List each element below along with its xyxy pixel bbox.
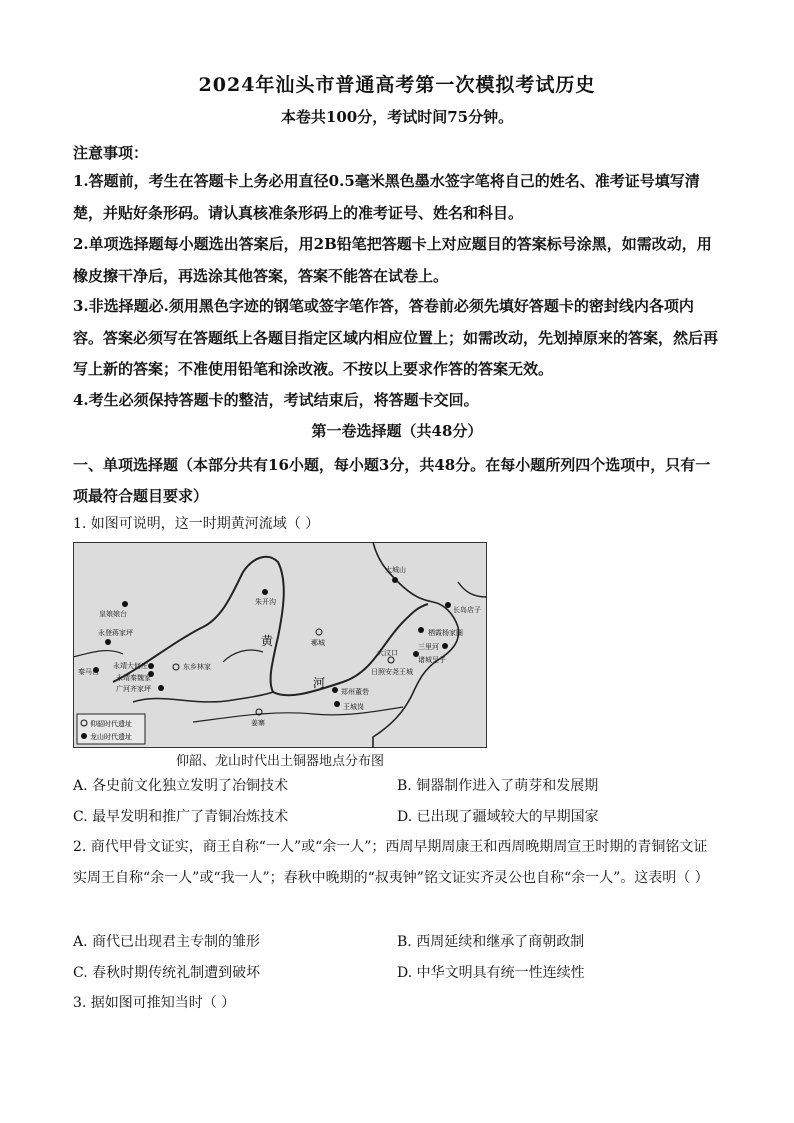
site-dot-zhukaigou [262,589,268,595]
notice-item-3: 3.非选择题必.须用黑色字迹的钢笔或签字笔作答，答卷前必须先填好答题卡的密封线内各项内容。答案必须写在答题纸上各题目指定区域内相应位置上；如需改动，先划掉原来的答案，然后再写上新的答案；不准使用铅笔和涂改液。不按以上要求作答的答案无效。 [73,297,719,378]
notice-heading: 注意事项： [73,144,149,162]
site-dot-changdao [445,602,451,608]
question-2-stem: 2. 商代甲骨文证实，商王自称“一人”或“余一人”；西周早期周康王和西周晚期周宣王时期的青铜铭文证实周王自称“余一人”或“我一人”；春秋中晚期的“叔夷钟”铭文证实齐灵公也自称“余一人”。这表明（ ） [73,839,709,886]
question-2-option-a[interactable]: A. 商代已出现君主专制的雏形 [73,934,261,950]
legend-yangshao-label: 仰韶时代遗址 [90,720,132,728]
question-2-option-b[interactable]: B. 西周延续和继承了商朝政制 [397,934,585,950]
site-dot-qijiaping [158,685,164,691]
site-label-sanlihe: 三里河 [418,643,439,651]
notice-item-2: 2.单项选择题每小题选出答案后，用2B铅笔把答题卡上对应题目的答案标号涂黑，如需改动，用橡皮擦干净后，再选涂其他答案，答案不能答在试卷上。 [73,235,712,285]
notice-item-4: 4.考生必须保持答题卡的整洁，考试结束后，将答题卡交回。 [73,391,479,409]
site-label-qinweijia: 永靖秦魏家 [116,674,151,682]
site-label-chengzi: 诸城呈子 [418,656,446,664]
legend-longshan-symbol [81,733,87,739]
notice-item-1: 1.答题前，考生在答题卡上务必用直径0.5毫米黑色墨水签字笔将自己的姓名、准考证号填写清楚，并贴好条形码。请认真核准条形码上的准考证号、姓名和科目。 [73,172,700,222]
site-dot-dongzhai [332,687,338,693]
site-label-qinmatai: 秦马台 [78,668,99,676]
site-dot-huangniangniangtai [122,601,128,607]
site-label-yaowangcheng: 日照安尧王城 [371,668,413,676]
question-1-stem: 1. 如图可说明，这一时期黄河流域（ ） [73,516,320,532]
site-label-dahezhuang: 永靖大何庄 [113,662,148,670]
site-label-qixia: 栖霞杨家圈 [428,629,463,637]
site-label-changdao: 长岛店子 [453,606,481,614]
question-1-option-d[interactable]: D. 已出现了疆域较大的早期国家 [397,809,599,825]
site-dot-sanlihe [442,643,448,649]
site-dot-jiangjiaping [105,639,111,645]
question-2-option-d[interactable]: D. 中华文明具有统一性连续性 [397,965,585,981]
question-1-option-c[interactable]: C. 最早发明和推广了青铜冶炼技术 [73,809,289,825]
question-1-option-b[interactable]: B. 铜器制作进入了萌芽和发展期 [397,778,599,794]
site-label-dawenkou: 大汶口 [377,649,398,657]
site-label-dongzhai: 郑州董砦 [341,688,369,696]
exam-title: 2024年汕头市普通高考第一次模拟考试历史 [198,74,596,96]
bronze-site-map [73,542,487,748]
site-dot-wangchenggang [334,701,340,707]
legend-longshan-label: 龙山时代遗址 [90,733,132,741]
site-label-linjia: 东乡林家 [183,663,211,671]
site-dot-dahezhuang [148,663,154,669]
site-label-dachengshan: 大城山 [385,566,406,574]
site-label-huangniangniangtai: 皇娘娘台 [99,610,127,618]
site-dot-qixia [418,627,424,633]
map-river-label-1: 黄 [261,634,274,648]
site-label-jiangjiaping: 永登蒋家坪 [98,629,133,637]
question-1-option-a[interactable]: A. 各史前文化独立发明了冶铜技术 [73,778,289,794]
part-description: 一、单项选择题（本部分共有16小题，每小题3分，共48分。在每小题所列四个选项中，只有一项最符合题目要求） [73,456,711,505]
site-label-wangchenggang: 王城岗 [343,703,364,711]
question-3-stem: 3. 据如图可推知当时（ ） [73,995,236,1011]
section-title: 第一卷选择题（共48分） [311,422,483,440]
question-2-option-c[interactable]: C. 春秋时期传统礼制遭到破坏 [73,965,261,981]
site-dot-dachengshan [392,577,398,583]
site-label-zhukaigou: 朱开沟 [255,598,276,606]
site-label-qijiaping: 广河齐家坪 [116,685,151,693]
map-river-label-2: 河 [313,676,326,690]
exam-subtitle: 本卷共100分，考试时间75分钟。 [280,108,514,126]
map-caption: 仰韶、龙山时代出土铜器地点分布图 [175,754,384,769]
site-label-jiangzhai: 姜寨 [251,719,265,727]
site-label-xuncheng: 鄩城 [311,639,325,647]
